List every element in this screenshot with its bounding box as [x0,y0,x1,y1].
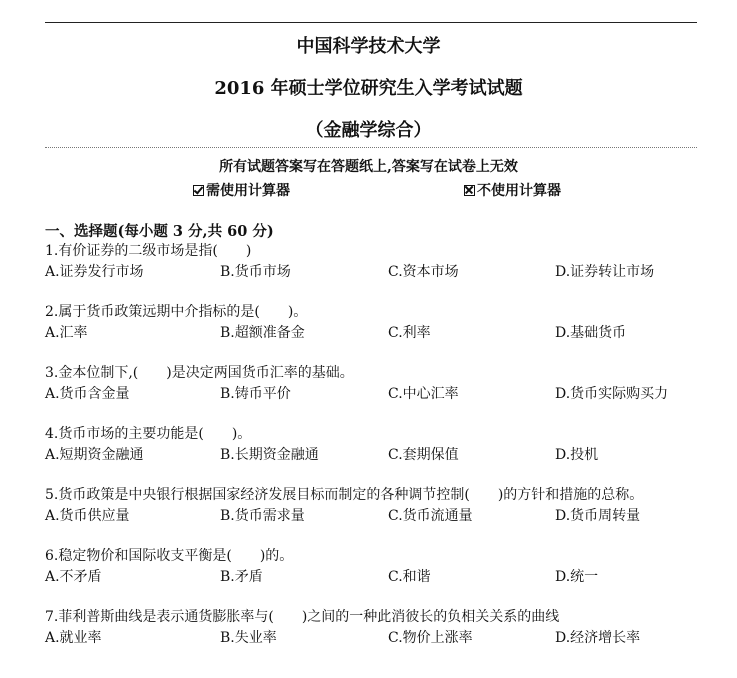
question-text: 货币政策是中央银行根据国家经济发展目标而制定的各种调节控制( )的方针和措施的总称。 [58,487,644,503]
question-number: 4. [45,426,59,442]
question-number: 5. [45,487,59,503]
exam-subject: （金融学综合） [305,120,432,141]
option-a: A.证券发行市场 [45,264,144,280]
question-text: 有价证券的二级市场是指( ) [58,243,252,259]
option-d: D.货币周转量 [555,508,641,524]
question-number: 1. [45,243,59,259]
option-a: A.货币含金量 [45,386,130,402]
calculator-not-required-label: 不使用计算器 [477,183,561,199]
top-rule [45,22,697,23]
question-text: 菲利普斯曲线是表示通货膨胀率与( )之间的一种此消彼长的负相关关系的曲线 [58,609,560,625]
question-list [45,241,700,668]
answer-notice: 所有试题答案写在答题纸上,答案写在试卷上无效 [219,159,518,175]
option-a: A.汇率 [45,325,88,341]
option-d: D.证券转让市场 [555,264,655,280]
option-c: C.利率 [388,325,431,341]
option-c: C.套期保值 [388,447,459,463]
option-b: B.铸币平价 [220,386,291,402]
question-item [45,607,700,649]
question-text: 属于货币政策远期中介指标的是( )。 [58,304,308,320]
option-d: D.经济增长率 [555,630,641,646]
question-text: 货币市场的主要功能是( )。 [58,426,252,442]
option-d: D.货币实际购买力 [555,386,669,402]
option-d: D.统一 [555,569,599,585]
option-a: A.不矛盾 [45,569,102,585]
question-item [45,546,700,588]
question-item [45,363,700,405]
option-row [45,628,700,649]
option-row [45,445,700,466]
checked-box-icon [193,185,204,196]
option-row [45,506,700,527]
question-stem [45,607,700,628]
exam-title: 2016 年硕士学位研究生入学考试试题 [214,78,523,99]
calculator-required-label: 需使用计算器 [206,183,290,199]
question-stem [45,363,700,384]
section-title: 一、选择题(每小题 3 分,共 60 分) [45,223,274,240]
question-number: 6. [45,548,59,564]
option-b: B.长期资金融通 [220,447,319,463]
option-a: A.短期资金融通 [45,447,144,463]
question-item [45,302,700,344]
question-stem [45,302,700,323]
calculator-required-option [193,180,290,200]
calculator-not-required-option [464,180,561,200]
question-stem [45,546,700,567]
question-stem [45,485,700,506]
question-item [45,241,700,283]
option-row [45,384,700,405]
option-row [45,323,700,344]
option-d: D.投机 [555,447,599,463]
option-b: B.货币需求量 [220,508,305,524]
option-a: A.货币供应量 [45,508,130,524]
option-b: B.矛盾 [220,569,263,585]
question-number: 3. [45,365,59,381]
question-item [45,485,700,527]
question-number: 7. [45,609,59,625]
option-c: C.货币流通量 [388,508,473,524]
question-text: 金本位制下,( )是决定两国货币汇率的基础。 [58,365,354,381]
option-d: D.基础货币 [555,325,627,341]
option-b: B.货币市场 [220,264,291,280]
option-c: C.中心汇率 [388,386,459,402]
question-text: 稳定物价和国际收支平衡是( )的。 [58,548,294,564]
option-c: C.资本市场 [388,264,459,280]
question-stem [45,424,700,445]
university-name: 中国科学技术大学 [296,36,441,57]
question-stem [45,241,700,262]
option-b: B.超额准备金 [220,325,305,341]
option-b: B.失业率 [220,630,277,646]
option-row [45,567,700,588]
option-c: C.物价上涨率 [388,630,473,646]
option-a: A.就业率 [45,630,102,646]
option-c: C.和谐 [388,569,431,585]
question-item [45,424,700,466]
option-row [45,262,700,283]
dotted-divider [45,147,697,148]
crossed-box-icon [464,185,475,196]
question-number: 2. [45,304,59,320]
